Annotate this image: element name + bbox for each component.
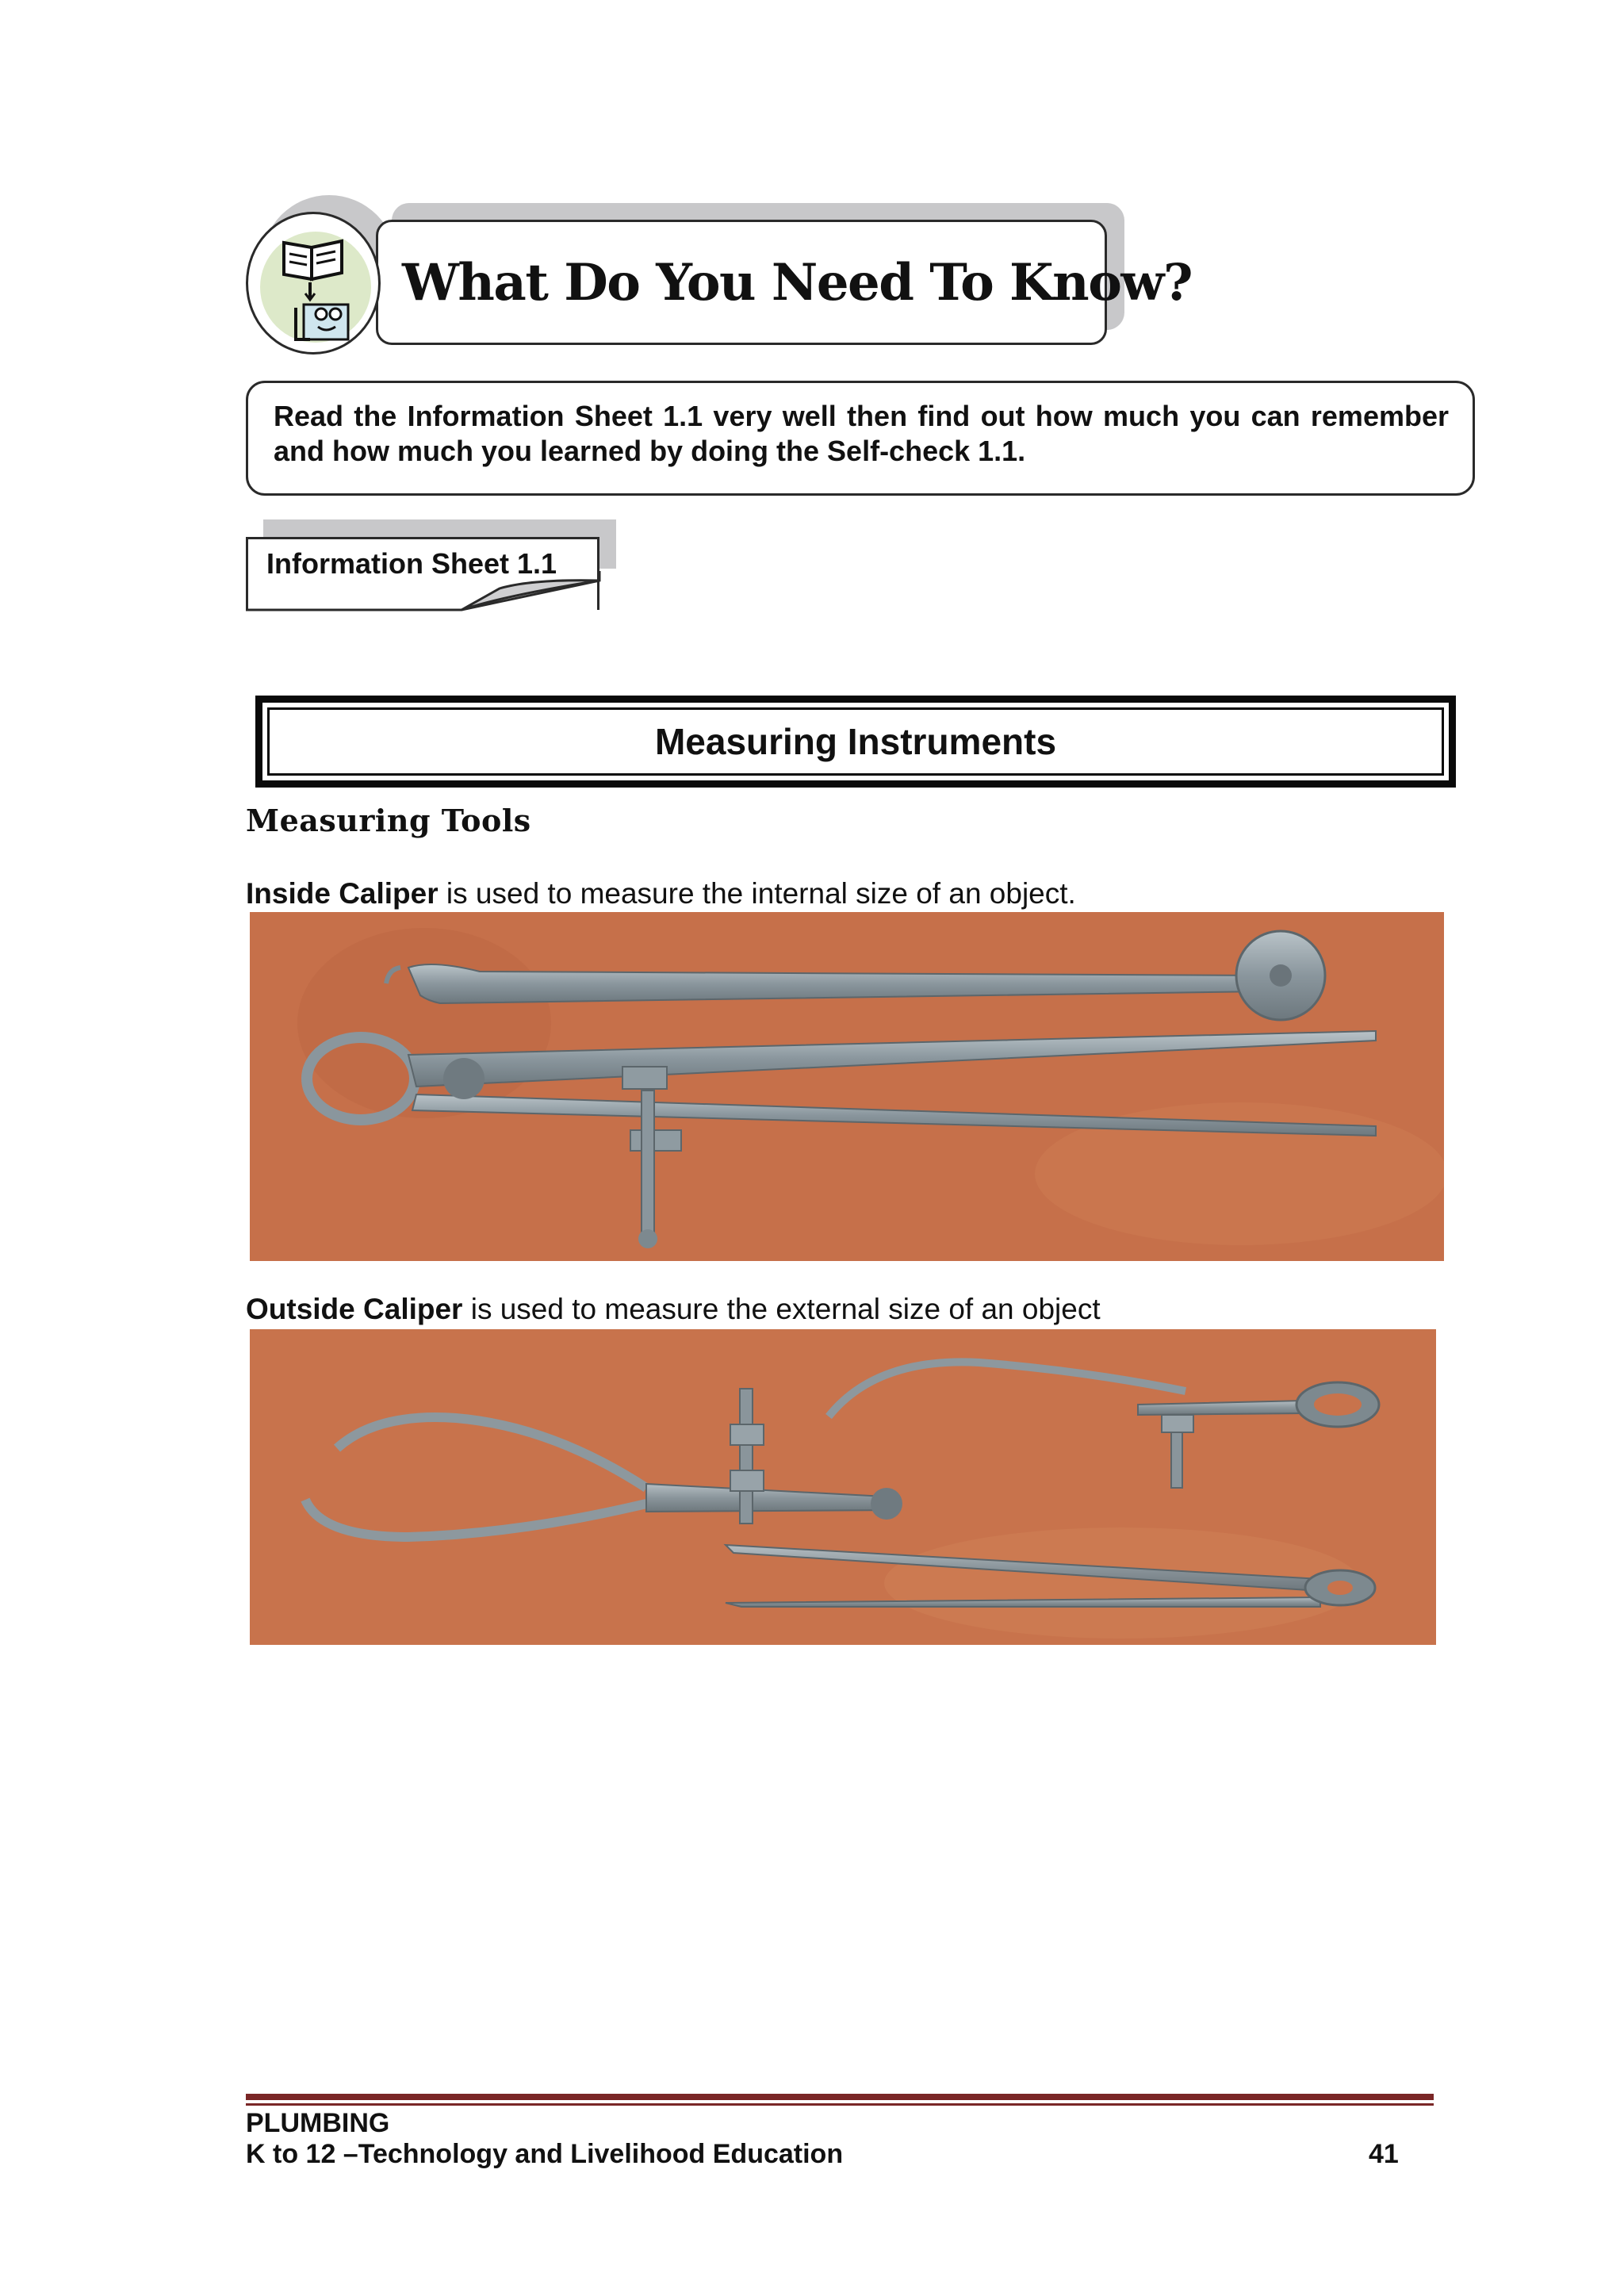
title-banner [376,220,1192,345]
footer-rule-thin [246,2103,1434,2106]
instruction-box: Read the Information Sheet 1.1 very well then find out how much you can remember and how much you learned by doing the Self-check 1.1. [246,381,1475,496]
outside-caliper-photo [250,1329,1436,1645]
footer-rule-thick [246,2094,1434,2100]
page-title: What Do You Need To Know? [402,252,1192,312]
footer-course: K to 12 –Technology and Livelihood Education [246,2139,844,2169]
info-sheet-label: Information Sheet 1.1 [266,547,557,580]
footer-subject: PLUMBING [246,2108,390,2138]
section-title: Measuring Instruments [267,707,1444,776]
page-number: 41 [1369,2139,1399,2169]
outside-caliper-description: Outside Caliper is used to measure the external size of an object [246,1293,1101,1325]
subsection-title: Measuring Tools [246,803,531,838]
section-title-box [255,696,1456,788]
icon-badge [246,212,381,355]
inside-caliper-photo [250,912,1444,1261]
inside-caliper-term: Inside Caliper [246,877,439,910]
outside-caliper-term: Outside Caliper [246,1293,463,1325]
inside-caliper-description: Inside Caliper is used to measure the internal size of an object. [246,877,1076,910]
book-reader-icon [248,214,381,355]
